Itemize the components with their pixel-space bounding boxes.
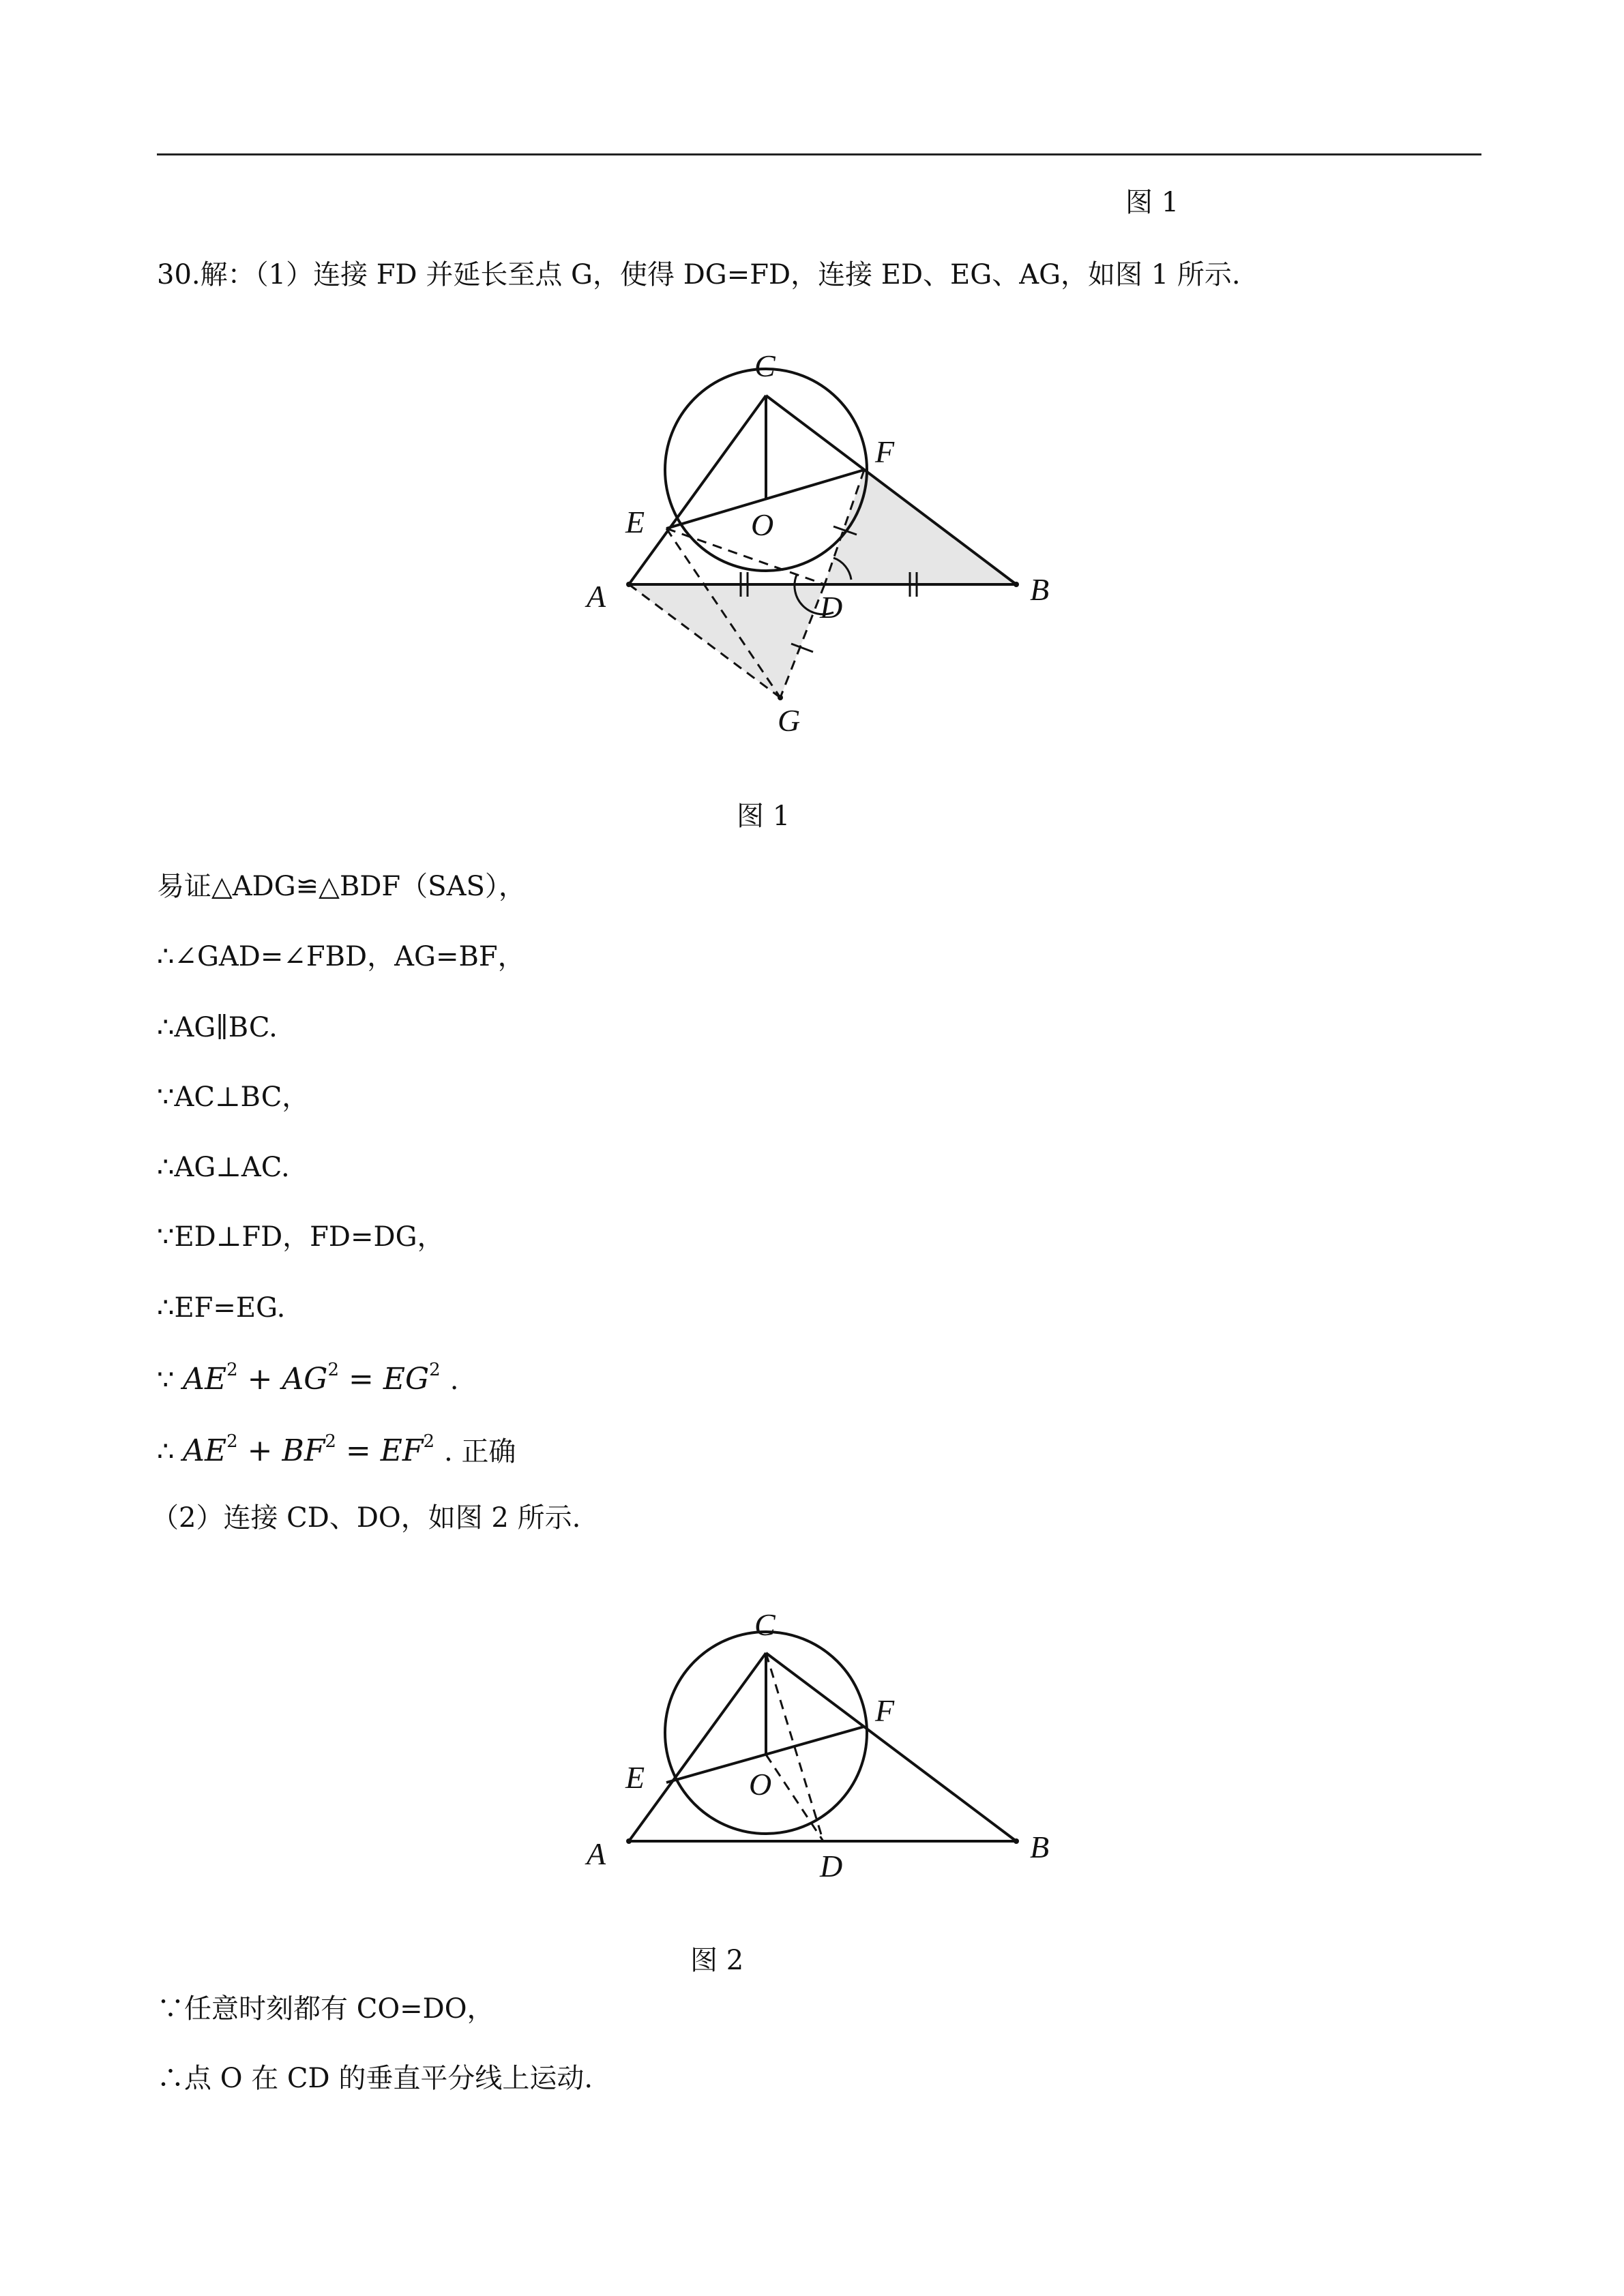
label-B: B	[1030, 572, 1050, 607]
label-D-2: D	[820, 1849, 843, 1883]
eq1-term-b: AG	[282, 1362, 328, 1397]
label-C-2: C	[754, 1607, 776, 1642]
conclusion-line: ∴点 O 在 CD 的垂直平分线上运动.	[157, 2063, 593, 2094]
eq1-exp-b: 2	[327, 1360, 339, 1380]
eq1-end: .	[449, 1365, 459, 1396]
eq2-end: .	[444, 1436, 453, 1467]
eq1-equals: =	[348, 1362, 374, 1397]
eq2-exp-c: 2	[423, 1431, 434, 1452]
eq2-verdict: 正确	[461, 1436, 516, 1467]
label-F-2: F	[875, 1693, 895, 1728]
problem-intro-text: 解：（1）连接 FD 并延长至点 G，使得 DG=FD，连接 ED、EG、AG，如图 1 所示.	[200, 259, 1241, 290]
eq2-plus: +	[247, 1433, 273, 1468]
label-G: G	[778, 703, 801, 738]
label-E: E	[625, 505, 645, 539]
label-E-2: E	[625, 1760, 645, 1795]
label-D: D	[820, 590, 843, 625]
eq1-term-c: EG	[383, 1362, 430, 1397]
eq1-plus: +	[247, 1362, 273, 1397]
eq2-exp-b: 2	[325, 1431, 336, 1452]
label-F: F	[875, 434, 895, 469]
proof-step: ∵AC⊥BC，	[157, 1082, 310, 1113]
proof-step: ∴AG∥BC.	[157, 1012, 278, 1043]
eq2-term-a: AE	[183, 1433, 227, 1468]
segment-CD-dashed	[766, 1653, 823, 1841]
eq2-term-b: BF	[282, 1433, 325, 1468]
label-C: C	[754, 348, 776, 383]
label-O-2: O	[749, 1767, 772, 1802]
eq1-term-a: AE	[183, 1362, 227, 1397]
label-O: O	[751, 507, 774, 542]
figure-1-caption: 图 1	[737, 801, 791, 832]
eq1-exp-c: 2	[429, 1360, 441, 1380]
proof-step: 易证△ADG≌△BDF（SAS），	[157, 871, 526, 902]
part2-intro: （2）连接 CD、DO，如图 2 所示.	[151, 1502, 581, 1534]
eq2-exp-a: 2	[226, 1431, 238, 1452]
problem-number: 30.	[157, 259, 201, 290]
point-A-2	[626, 1838, 632, 1844]
eq2-equals: =	[345, 1433, 371, 1468]
conclusion-line: ∵任意时刻都有 CO=DO，	[157, 1993, 494, 2025]
eq1-exp-a: 2	[226, 1360, 238, 1380]
label-B-2: B	[1030, 1830, 1050, 1864]
eq2-prefix: ∴	[157, 1436, 175, 1467]
figure-2-caption: 图 2	[690, 1945, 744, 1976]
eq1-prefix: ∵	[157, 1365, 175, 1396]
point-B-2	[1014, 1838, 1019, 1844]
proof-step: ∴AG⊥AC.	[157, 1152, 290, 1183]
header-figure-caption: 图 1	[1125, 187, 1179, 218]
label-A-2: A	[587, 1836, 606, 1871]
proof-step: ∵ED⊥FD，FD=DG，	[157, 1221, 445, 1253]
proof-step: ∴EF=EG.	[157, 1292, 286, 1324]
label-A: A	[587, 579, 606, 614]
proof-step: ∴∠GAD=∠FBD，AG=BF，	[157, 941, 525, 972]
segment-AC-2	[629, 1653, 766, 1841]
eq2-term-c: EF	[380, 1433, 424, 1468]
